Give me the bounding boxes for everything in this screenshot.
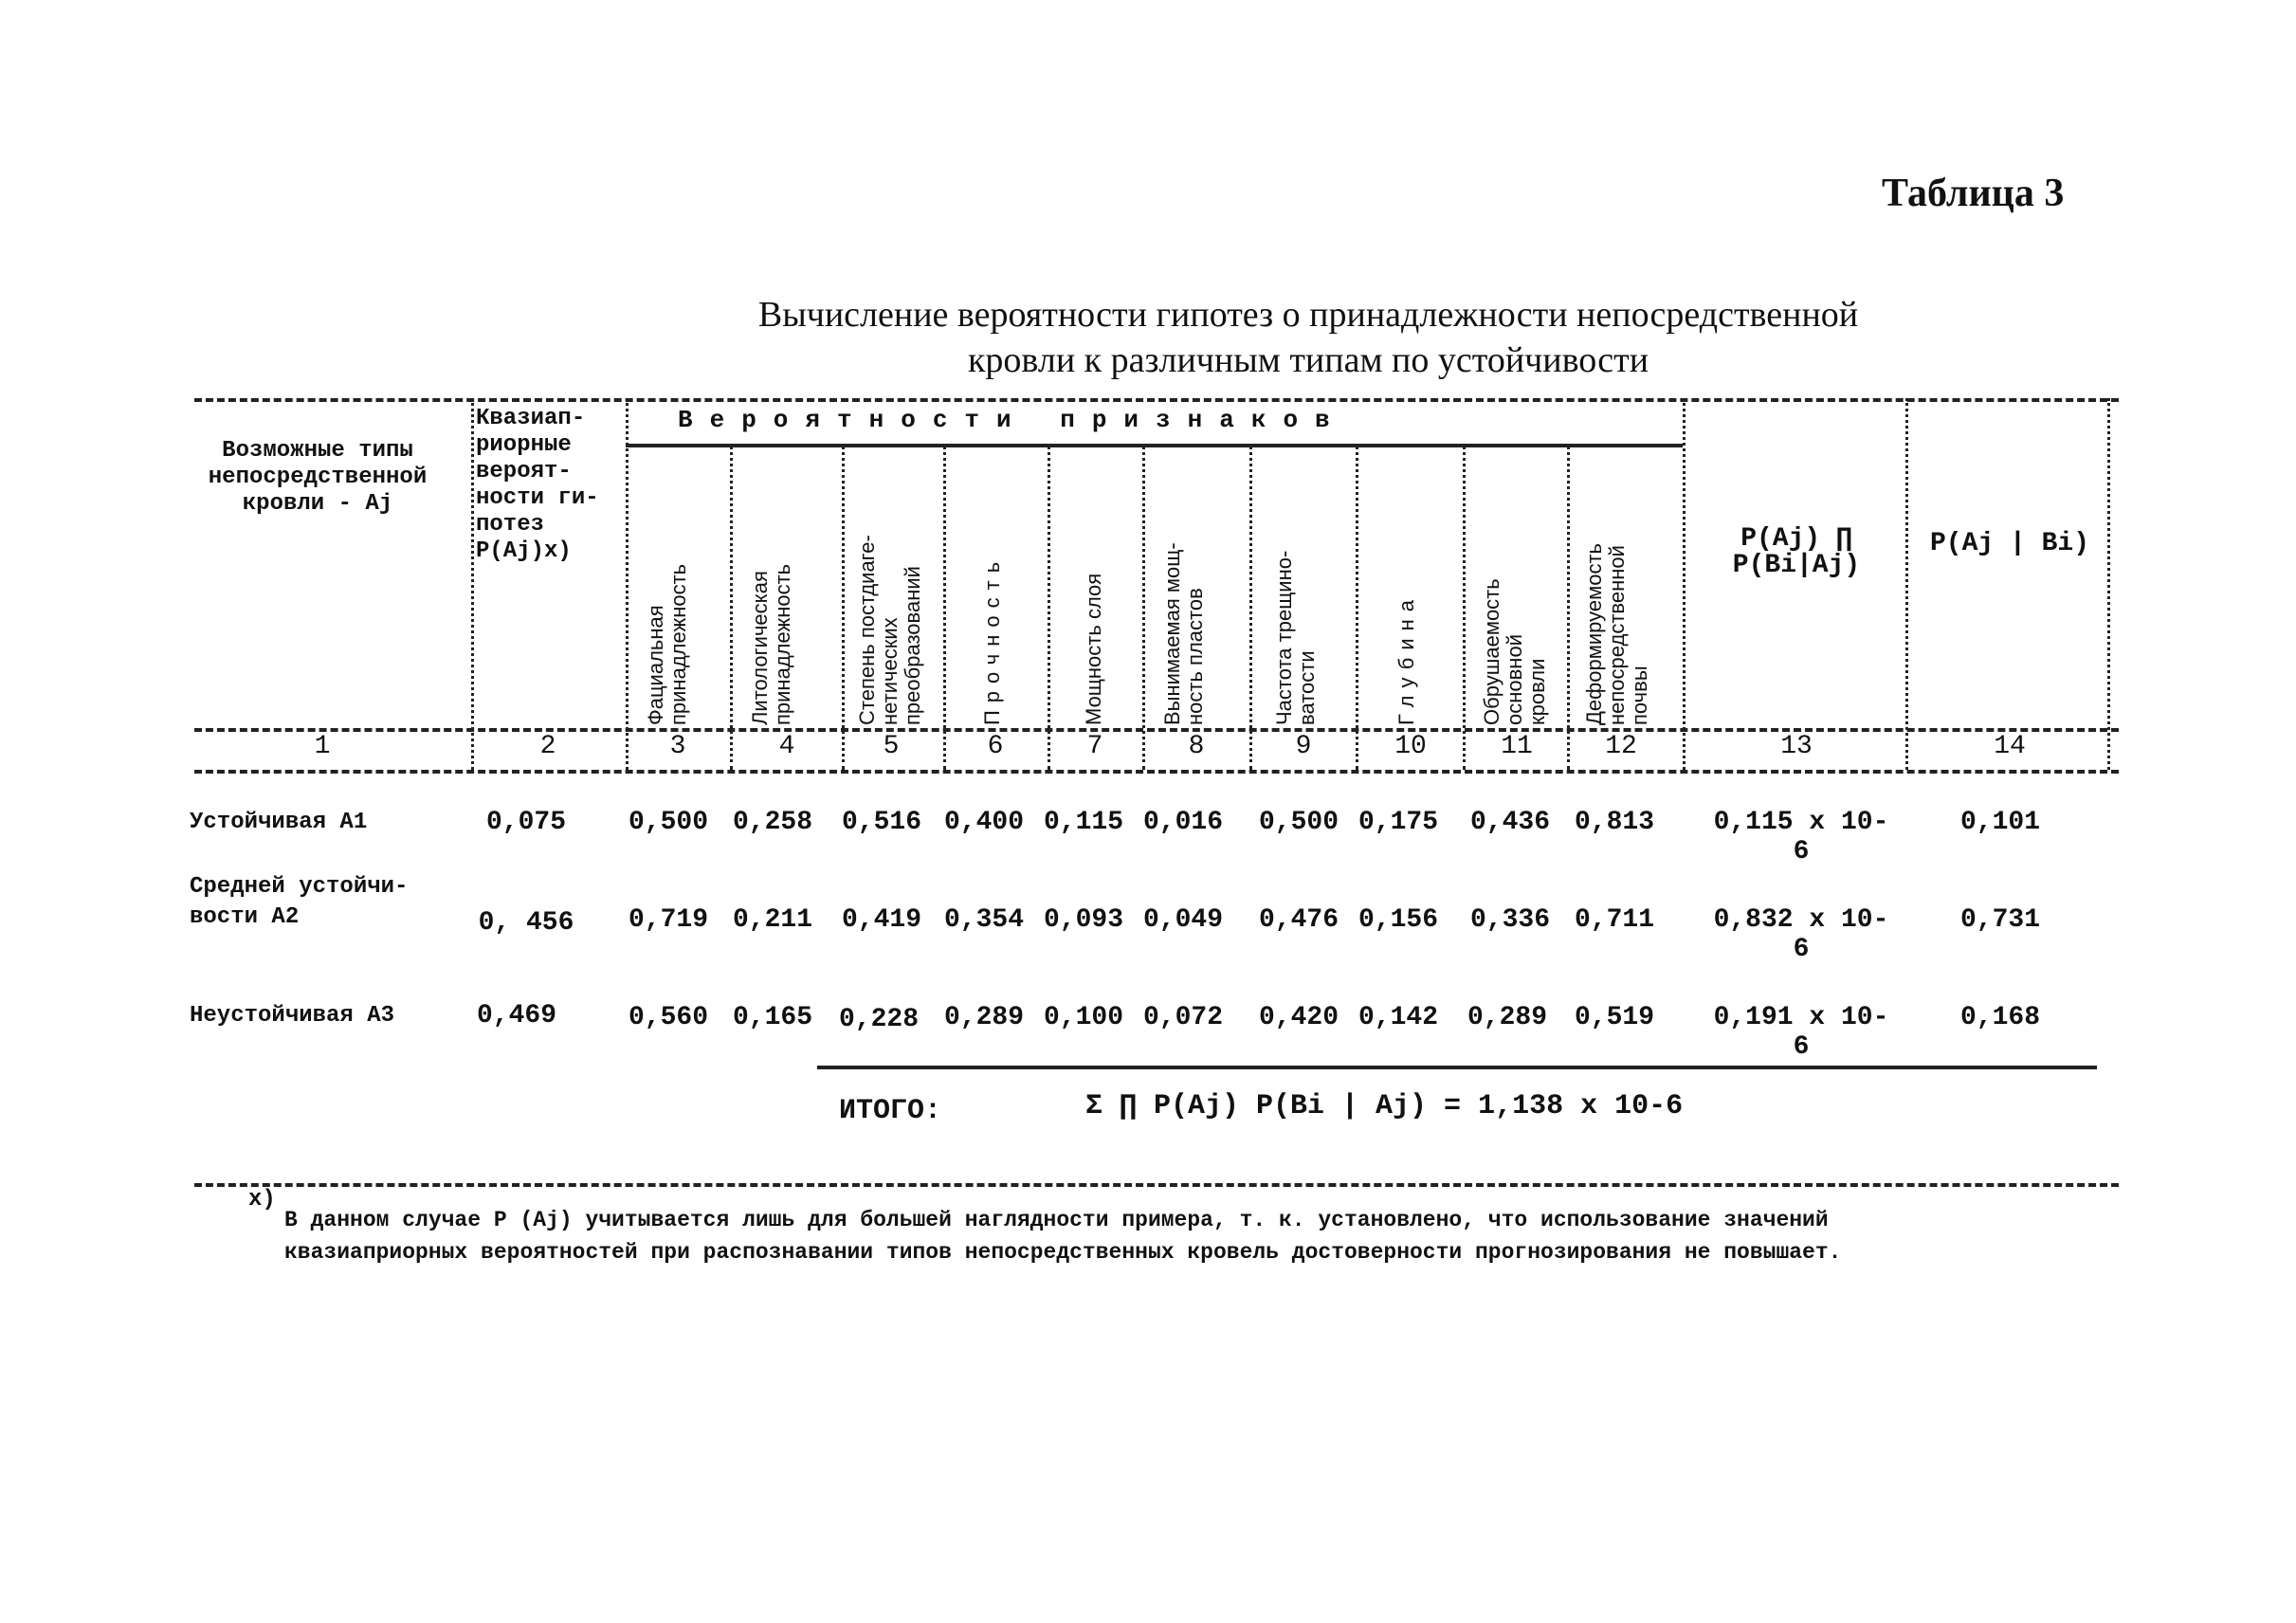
total-rule [817,1066,2097,1069]
table-cell: 0,519 [1574,1003,1654,1032]
column-number: 7 [1086,732,1103,761]
table-cell: 0,101 [1959,808,2040,837]
col-divider [730,446,733,770]
table-cell: 0,228 [838,1005,919,1034]
table-cell: 0,354 [943,905,1024,935]
row-label: Средней устойчи- вости A2 [190,874,409,930]
col-divider [842,446,845,770]
row-label: Устойчивая A1 [190,810,368,835]
column-number: 3 [669,732,686,761]
table-cell: 0,419 [841,905,921,935]
column-number: 1 [314,732,331,761]
table-label: Таблица 3 [1882,172,2065,215]
table-cell: 0,072 [1142,1003,1223,1032]
table-cell: 0,469 [476,1001,556,1030]
column-number: 13 [1780,732,1813,761]
column-number: 14 [1994,732,2026,761]
column-number: 5 [883,732,900,761]
column-number: 9 [1295,732,1312,761]
group-underline [626,444,1683,447]
header-feature-2: Литологическая принадлежность [748,563,794,725]
col-divider [943,446,946,770]
table-cell: 0,719 [628,905,708,935]
table-cell: 0,115 [1043,808,1123,837]
table-cell: 0,016 [1142,808,1223,837]
header-col14: P(Aj | Bi) [1929,529,2090,558]
table-cell: 0,832 x 10-6 [1713,905,1889,964]
footnote-text: В данном случае P (Aj) учитывается лишь для большей наглядности примера, т. к. установлено, что использование значений квазиаприорных вероятностей при распознавании типов непосредственных кровель достоверности прогнозирования не повышает. [284,1208,1842,1265]
header-feature-6: Вынимаемая мощ- ность пластов [1160,542,1207,725]
col-divider [1142,446,1145,770]
table-cell: 0,731 [1959,905,2040,935]
row-label: Неустойчивая A3 [190,1003,395,1029]
table-top-rule [194,398,2119,402]
table-cell: 0,711 [1574,905,1654,935]
table-cell: 0,115 x 10-6 [1713,808,1889,866]
table-cell: 0,289 [943,1003,1024,1032]
header-feature-10: Деформируемость непосредственной почвы [1582,543,1651,725]
table-cell: 0, 456 [478,908,574,938]
header-feature-3: Степень постдиаге- нетических преобразований [855,535,924,725]
table-cell: 0,258 [732,808,812,837]
total-label: ИТОГО: [839,1095,942,1127]
table-cell: 0,168 [1959,1003,2040,1032]
header-col2: Квазиап- риорные вероят- ности ги- потез P(Aj)x) [476,406,599,564]
column-number: 6 [987,732,1004,761]
col-divider [1249,446,1252,770]
table-cell: 0,500 [1258,808,1339,837]
document-title [531,292,2086,383]
header-feature-9: Обрушаемость основной кровли [1480,578,1549,725]
table-cell: 0,156 [1358,905,1438,935]
table-cell: 0,100 [1043,1003,1123,1032]
table-cell: 0,075 [485,808,566,837]
table-cell: 0,476 [1258,905,1339,935]
header-col13: P(Aj) ∏ P(Bi|Aj) [1732,524,1861,580]
table-cell: 0,049 [1142,905,1223,935]
table-cell: 0,165 [732,1003,812,1032]
header-feature-1: Фациальная принадлежность [644,563,690,725]
table-cell: 0,211 [732,905,812,935]
table-cell: 0,191 x 10-6 [1713,1003,1889,1062]
header-group: Вероятности признаков [678,406,1347,434]
table-cell: 0,142 [1358,1003,1438,1032]
title-line-2: кровли к различным типам по устойчивости [967,340,1649,380]
col-divider [1463,446,1466,770]
footnote-rule [194,1183,2119,1187]
col-divider [2107,398,2110,770]
table-cell: 0,560 [628,1003,708,1032]
header-col1: Возможные типы непосредственной кровли - Aj [208,438,428,517]
col-divider [626,398,629,770]
numbers-bottom-rule [194,770,2119,774]
header-feature-8: Глубина [1394,592,1418,725]
col-divider [1356,446,1358,770]
column-number: 10 [1394,732,1427,761]
table-cell: 0,175 [1358,808,1438,837]
table-cell: 0,516 [841,808,921,837]
column-number: 12 [1605,732,1637,761]
col-divider [1567,446,1570,770]
table-cell: 0,420 [1258,1003,1339,1032]
col-divider [1683,398,1686,770]
table-cell: 0,289 [1467,1003,1547,1032]
header-feature-7: Частота трещино- ватости [1272,550,1319,725]
table-cell: 0,336 [1469,905,1550,935]
col-divider [1905,398,1908,770]
table-cell: 0,500 [628,808,708,837]
column-number: 8 [1188,732,1205,761]
header-feature-5: Мощность слоя [1082,573,1105,725]
column-number: 2 [539,732,556,761]
col-divider [471,398,474,770]
header-feature-4: Прочность [980,554,1004,725]
footnote-mark: x) [248,1187,276,1213]
table-cell: 0,436 [1469,808,1550,837]
col-divider [1048,446,1050,770]
column-number: 4 [778,732,795,761]
table-cell: 0,400 [943,808,1024,837]
table-cell: 0,093 [1043,905,1123,935]
title-line-1: Вычисление вероятности гипотез о принадлежности непосредственной [757,295,1859,335]
total-formula: Σ ∏ P(Aj) P(Bi | Aj) = 1,138 x 10-6 [1085,1090,1684,1122]
table-cell: 0,813 [1574,808,1654,837]
column-number: 11 [1501,732,1533,761]
